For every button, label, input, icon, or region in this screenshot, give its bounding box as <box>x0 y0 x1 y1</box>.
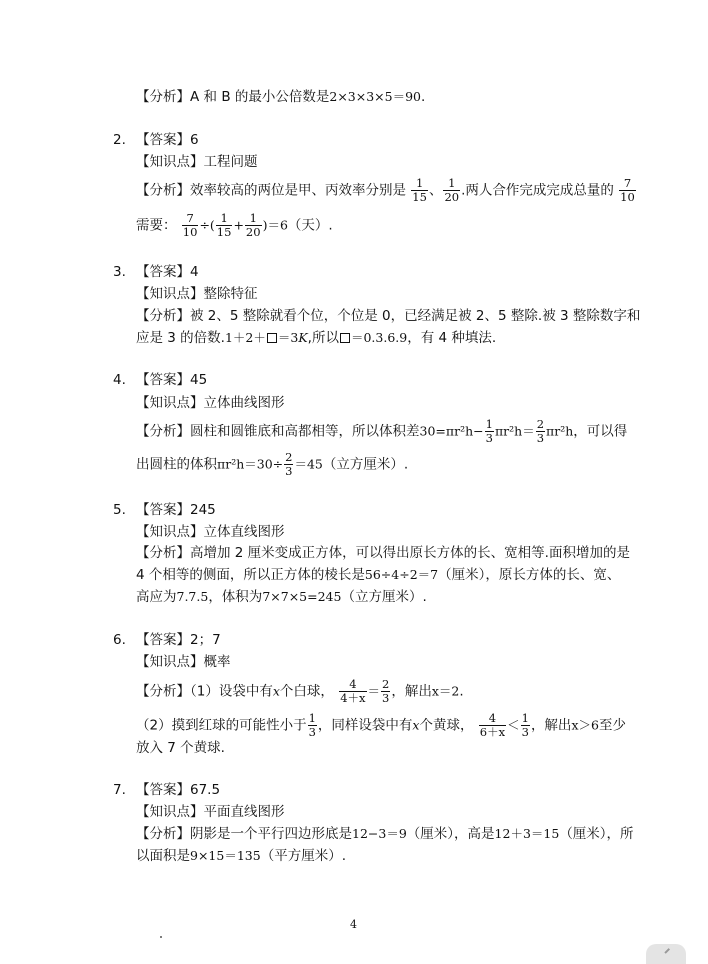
item7-number: 7. <box>113 782 126 798</box>
item6-analysis-2: （2）摸到红球的可能性小于 $\frac{1}{3}$ ，同样设袋中有x个黄球， $\frac{4}{6+x}$ ＜ $\frac{1}{3}$ ，解出x＞6至少 <box>136 711 626 739</box>
item7-knowledge: 【知识点】平面直线图形 <box>136 804 285 820</box>
blank-box <box>267 333 277 343</box>
item2-number: 2. <box>113 132 126 148</box>
item4-knowledge: 【知识点】立体曲线图形 <box>136 395 285 411</box>
item4-analysis-1: 【分析】圆柱和圆锥底和高都相等，所以体积差30=πr²h− $\frac{1}{3}$ πr²h＝ $\frac{2}{3}$ πr²h，可以得 <box>136 417 628 445</box>
item4-number: 4. <box>113 372 126 388</box>
item5-analysis-1: 【分析】高增加 2 厘米变成正方体，可以得出原长方体的长、宽相等.面积增加的是 <box>136 545 630 561</box>
item3-knowledge: 【知识点】整除特征 <box>136 286 258 302</box>
item7-answer: 【答案】67.5 <box>136 782 221 798</box>
item6-analysis-3: 放入 7 个黄球. <box>136 740 225 756</box>
item3-analysis-1: 【分析】被 2、5 整除就看个位，个位是 0，已经满足被 2、5 整除.被 3 整除数字和 <box>136 308 641 324</box>
item3-number: 3. <box>113 264 126 280</box>
item3-answer: 【答案】4 <box>136 264 199 280</box>
item6-number: 6. <box>113 632 126 648</box>
item4-analysis-2: 出圆柱的体积πr²h＝30÷ $\frac{2}{3}$ ＝45（立方厘米）. <box>136 450 409 478</box>
page-turn-icon[interactable] <box>646 944 686 964</box>
item5-number: 5. <box>113 502 126 518</box>
item2-calc: 需要： $\frac{7}{10}$ ÷( $\frac{1}{15}$ + $\frac{1}{20}$ )＝6（天）. <box>136 211 333 239</box>
item2-answer: 【答案】6 <box>136 132 199 148</box>
item2-analysis: 【分析】效率较高的两位是甲、丙效率分别是 $\frac{1}{15}$ 、 $\frac{1}{20}$ .两人合作完成完成总量的 $\frac{7}{10}$ <box>136 176 635 204</box>
item7-analysis-2: 以面积是9×15＝135（平方厘米）. <box>136 848 346 864</box>
item5-answer: 【答案】245 <box>136 502 216 518</box>
item4-answer: 【答案】45 <box>136 372 208 388</box>
item6-answer: 【答案】2；7 <box>136 632 221 648</box>
page-dot <box>160 936 162 938</box>
item1-analysis: 【分析】A 和 B 的最小公倍数是2×3×3×5＝90. <box>136 89 426 105</box>
item5-analysis-3: 高应为7.7.5，体积为7×7×5=245（立方厘米）. <box>136 589 427 605</box>
item7-analysis-1: 【分析】阴影是一个平行四边形底是12−3＝9（厘米），高是12＋3＝15（厘米），所 <box>136 826 634 842</box>
blank-box <box>340 333 350 343</box>
item5-analysis-2: 4 个相等的侧面，所以正方体的棱长是56÷4÷2＝7（厘米），原长方体的长、宽、 <box>136 567 621 583</box>
item3-analysis-2: 应是 3 的倍数.1＋2＋ ＝3K,所以 ＝0.3.6.9，有 4 种填法. <box>136 330 497 346</box>
item6-analysis-1: 【分析】（1）设袋中有x个白球， $\frac{4}{4+x}$ ＝ $\frac{2}{3}$ ，解出x＝2. <box>136 677 464 705</box>
item5-knowledge: 【知识点】立体直线图形 <box>136 524 285 540</box>
page-number: 4 <box>350 918 357 931</box>
item6-knowledge: 【知识点】概率 <box>136 654 231 670</box>
item2-knowledge: 【知识点】工程问题 <box>136 154 258 170</box>
